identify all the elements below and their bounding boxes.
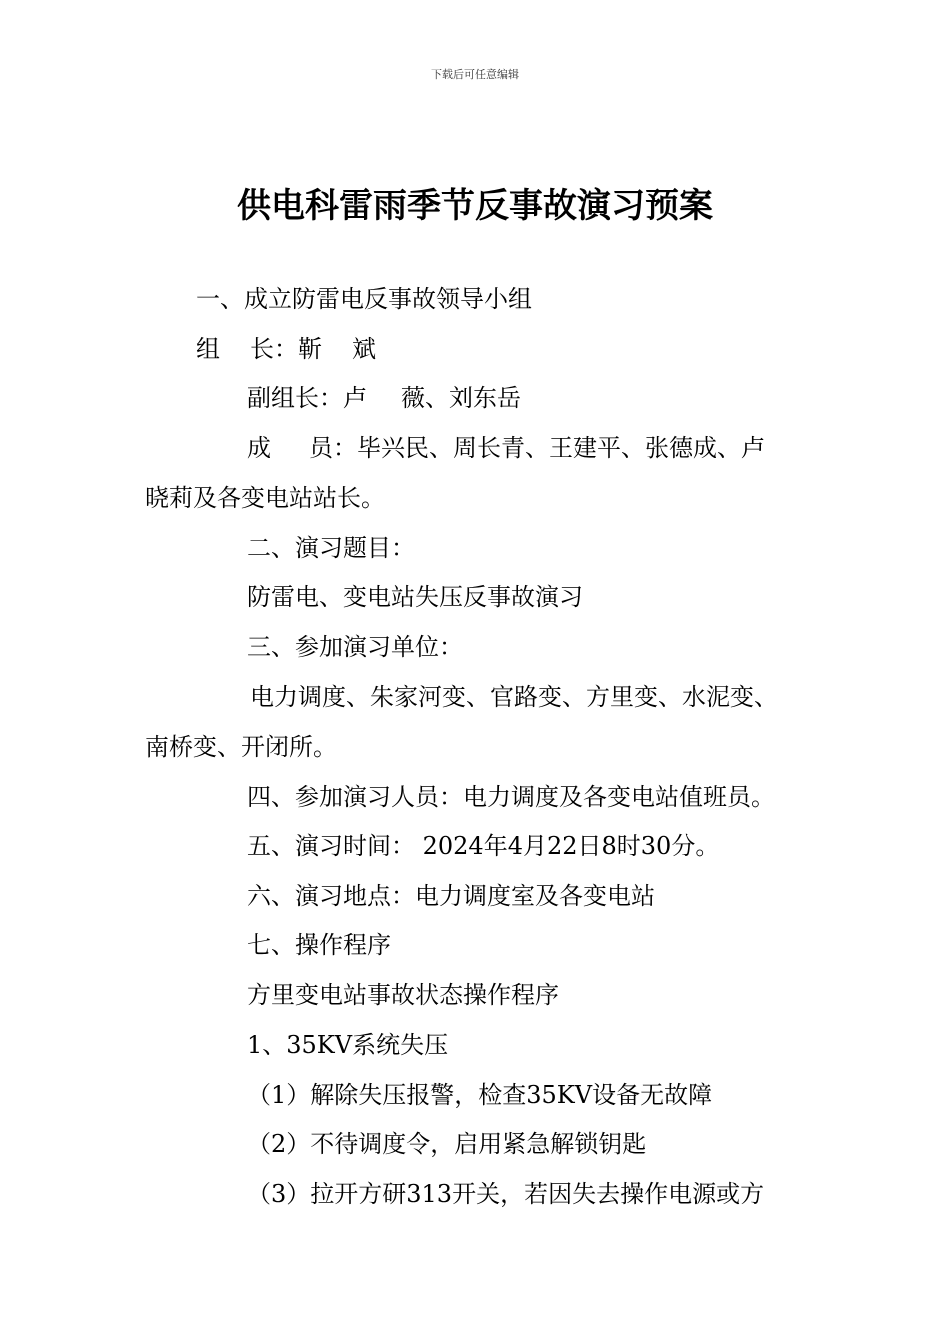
deputy-label: 副组长： [247,384,343,412]
leader-label-b: 长： [250,335,298,363]
section-7-subheading: 方里变电站事故状态操作程序 [247,981,559,1009]
step-1-item-3: （3）拉开方研313开关，若因失去操作电源或方 [247,1180,765,1208]
section-2-heading: 二、演习题目： [247,534,415,562]
members-label-b: 员：毕兴民、周长青、王建平、张德成、卢 [309,434,765,462]
section-4: 四、参加演习人员：电力调度及各变电站值班员。 [247,783,775,811]
deputy-name-a: 卢 [343,384,367,412]
deputy-line [247,383,521,413]
step-1: 1、35KV系统失压 [247,1031,449,1059]
leader-label-a: 组 [196,335,220,363]
section-3-continuation: 南桥变、开闭所。 [145,733,337,761]
leader-line [196,334,376,364]
members-label-a: 成 [247,434,271,462]
section-3-heading: 三、参加演习单位： [247,633,463,661]
section-3-body: 电力调度、朱家河变、官路变、方里变、水泥变、 [250,683,778,711]
step-1-item-2: （2）不待调度令，启用紧急解锁钥匙 [247,1130,647,1158]
leader-name-b: 斌 [352,335,376,363]
members-line [247,433,765,463]
section-5: 五、演习时间： 2024年4月22日8时30分。 [247,832,720,860]
section-6: 六、演习地点：电力调度室及各变电站 [247,882,655,910]
section-1-heading: 一、成立防雷电反事故领导小组 [196,285,532,313]
step-1-item-1: （1）解除失压报警，检查35KV设备无故障 [247,1081,713,1109]
leader-name-a: 靳 [298,335,322,363]
section-7-heading: 七、操作程序 [247,931,391,959]
header-note: 下载后可任意编辑 [431,68,519,81]
document-title: 供电科雷雨季节反事故演习预案 [237,186,713,226]
members-continuation: 晓莉及各变电站站长。 [145,484,385,512]
deputy-name-b: 薇、刘东岳 [401,384,521,412]
section-2-body: 防雷电、变电站失压反事故演习 [247,583,583,611]
